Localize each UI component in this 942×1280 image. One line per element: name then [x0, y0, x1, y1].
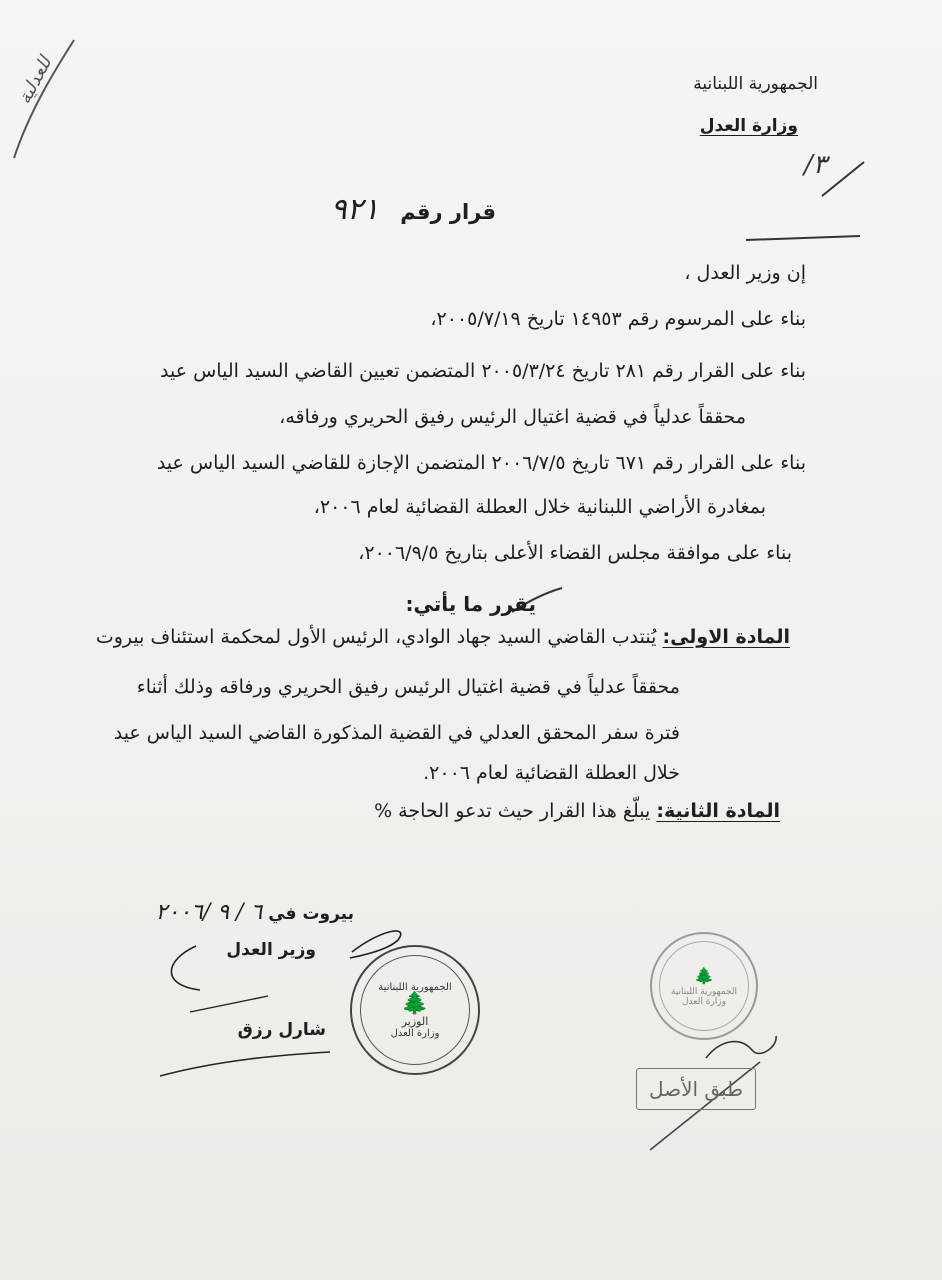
decides-heading: يقرر ما يأتي:: [405, 592, 536, 616]
decision-number: ٩٢١: [330, 192, 379, 227]
preamble-line-3: محققاً عدلياً في قضية اغتيال الرئيس رفيق الحريري ورفاقه،: [279, 406, 746, 428]
seal-right-text: الجمهورية اللبنانية وزارة العدل: [670, 987, 738, 1007]
preamble-line-6: بناء على موافقة مجلس القضاء الأعلى بتاريخ ٢٠٠٦/٩/٥،: [358, 542, 792, 564]
article-2-text: يبلّغ هذا القرار حيث تدعو الحاجة %: [374, 800, 651, 822]
right-margin-slash: [822, 162, 864, 196]
decision-title: [331, 192, 496, 227]
ministry-heading: وزارة العدل: [699, 116, 798, 136]
cedar-icon: 🌲: [401, 990, 429, 1016]
right-margin-line: [746, 236, 860, 240]
minister-name: شارل رزق: [237, 1020, 326, 1040]
place-date-label: بيروت في: [268, 904, 354, 924]
left-margin-note: للعدلية: [14, 53, 57, 108]
article-2-line: [374, 800, 780, 822]
preamble-line-4: بناء على القرار رقم ٦٧١ تاريخ ٢٠٠٦/٧/٥ المتضمن الإجازة للقاضي السيد الياس عيد: [156, 452, 806, 474]
article-1-line-1: [96, 626, 790, 648]
preamble-intro: إن وزير العدل ،: [684, 262, 806, 284]
preamble-line-5: بمغادرة الأراضي اللبنانية خلال العطلة القضائية لعام ٢٠٠٦،: [313, 496, 766, 518]
article-1-line-4: خلال العطلة القضائية لعام ٢٠٠٦.: [423, 762, 680, 784]
minister-title: وزير العدل: [226, 940, 316, 960]
article-2-label: المادة الثانية:: [656, 800, 780, 822]
signature-curve: [171, 946, 200, 990]
preamble-line-1: بناء على المرسوم رقم ١٤٩٥٣ تاريخ ٢٠٠٥/٧/١٩،: [430, 308, 806, 330]
seal-mid-text: الوزير: [401, 1014, 429, 1028]
stamp-signature: [706, 1036, 776, 1058]
article-1-line-2: محققاً عدلياً في قضية اغتيال الرئيس رفيق الحريري ورفاقه وذلك أثناء: [136, 676, 680, 698]
right-margin-note: ٣/: [804, 150, 827, 180]
place-date-line: [156, 900, 354, 925]
true-copy-stamp: [636, 1068, 756, 1110]
signature-line: [190, 996, 268, 1012]
republic-heading: الجمهورية اللبنانية: [693, 74, 818, 94]
ministry-seal: [350, 945, 480, 1075]
article-1-label: المادة الاولى:: [662, 626, 790, 648]
certification-seal: [650, 932, 758, 1040]
cedar-icon: 🌲: [694, 966, 714, 985]
preamble-line-2: بناء على القرار رقم ٢٨١ تاريخ ٢٠٠٥/٣/٢٤ المتضمن تعيين القاضي السيد الياس عيد: [160, 360, 806, 382]
decision-title-label: قرار رقم: [400, 200, 496, 224]
true-copy-text: طبق الأصل: [648, 1077, 744, 1101]
seal-top-text: الجمهورية اللبنانية: [378, 981, 452, 993]
article-1-text-1: يُنتدب القاضي السيد جهاد الوادي، الرئيس الأول لمحكمة استئناف بيروت: [95, 626, 657, 648]
signature-underline: [160, 1052, 330, 1076]
signature-date: ٦ / ٩ /٢٠٠٦: [155, 900, 263, 925]
article-1-line-3: فترة سفر المحقق العدلي في القضية المذكورة القاضي السيد الياس عيد: [113, 722, 680, 744]
seal-bottom-text: وزارة العدل: [390, 1027, 440, 1039]
